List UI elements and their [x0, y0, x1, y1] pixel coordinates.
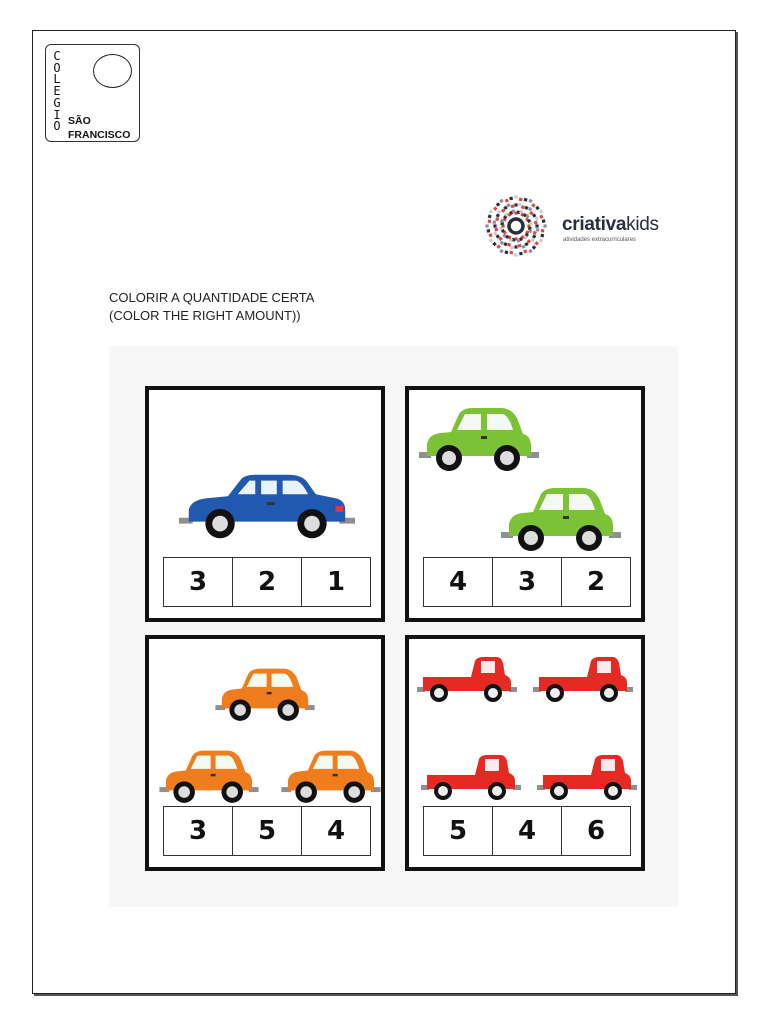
school-name-line1: SÃO: [68, 115, 91, 127]
answer-option[interactable]: 3: [164, 558, 233, 606]
compact-car-icon: [159, 749, 259, 807]
school-name-line2: FRANCISCO: [68, 129, 131, 141]
compact-car-icon: [419, 406, 539, 476]
logo-oval-icon: [93, 54, 132, 88]
answer-option[interactable]: 6: [586, 816, 606, 846]
school-letter: G: [53, 95, 61, 110]
sedan-car-icon: [179, 472, 355, 542]
school-letter: O: [53, 60, 61, 75]
school-logo-vertical-text: [50, 51, 64, 133]
answer-row: [423, 557, 631, 607]
pickup-truck-icon: [537, 755, 637, 805]
count-card-4: [405, 635, 645, 871]
school-letter: I: [53, 107, 61, 122]
answer-option[interactable]: 4: [424, 558, 493, 606]
answer-option[interactable]: 5: [233, 807, 302, 855]
school-letter: L: [53, 72, 61, 87]
instructions: [109, 289, 314, 325]
activity-sheet: [109, 346, 678, 907]
compact-car-icon: [215, 667, 315, 725]
count-card-1: [145, 386, 385, 622]
answer-option[interactable]: 4: [326, 816, 346, 846]
answer-option[interactable]: 3: [164, 807, 233, 855]
answer-option[interactable]: 4: [493, 807, 562, 855]
answer-row: [163, 557, 371, 607]
answer-option[interactable]: 5: [424, 807, 493, 855]
answer-row: [163, 806, 371, 856]
school-letter: E: [53, 84, 61, 99]
count-card-3: [145, 635, 385, 871]
school-letter: O: [53, 119, 61, 134]
answer-option[interactable]: 2: [233, 558, 302, 606]
pickup-truck-icon: [533, 657, 633, 707]
criativakids-logo: [478, 190, 678, 262]
compact-car-icon: [501, 486, 621, 556]
brand-tagline: atividades extracurriculares: [563, 237, 637, 243]
pickup-truck-icon: [421, 755, 521, 805]
pickup-truck-icon: [417, 657, 517, 707]
answer-option[interactable]: 1: [326, 567, 346, 597]
school-logo: [45, 44, 140, 142]
instruction-pt: COLORIR A QUANTIDADE CERTA: [109, 290, 315, 305]
instruction-en: (COLOR THE RIGHT AMOUNT)): [109, 308, 301, 323]
answer-row: [423, 806, 631, 856]
brand-name: criativakids: [562, 214, 659, 235]
count-card-2: [405, 386, 645, 622]
school-letter: C: [53, 49, 61, 63]
answer-option[interactable]: 3: [493, 558, 562, 606]
starburst-icon: [478, 190, 554, 262]
answer-option[interactable]: 2: [586, 567, 606, 597]
compact-car-icon: [281, 749, 381, 807]
